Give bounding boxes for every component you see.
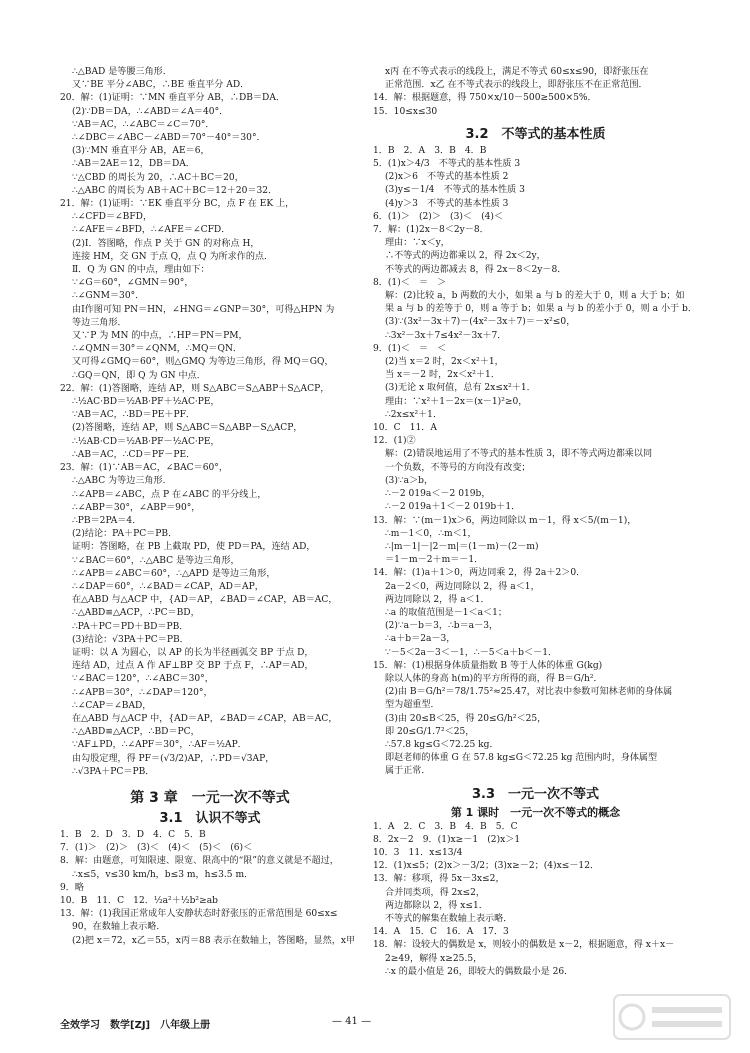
answer-line: 在△ABD 与△ACP 中，{AD＝AP，∠BAD＝∠CAP，AB＝AC， bbox=[72, 595, 338, 606]
lesson-title: 第 1 课时 一元一次不等式的概念 bbox=[450, 805, 621, 819]
answer-line: (3)∵MN 垂直平分 AB，AE＝6， bbox=[72, 146, 210, 157]
answer-line: 90，在数轴上表示略． bbox=[72, 922, 166, 933]
answer-line: 14．解：(1)a＋1＞0，两边同乘 2，得 2a＋2＞0． bbox=[373, 568, 586, 579]
answer-line: ∴PB＝2PA＝4． bbox=[72, 515, 142, 526]
answer-line: 正常范围．x乙 在不等式表示的线段上，即舒张压不在正常范围． bbox=[385, 80, 648, 91]
answer-line: 合并同类项，得 2x≤2， bbox=[385, 887, 485, 898]
page-number: — 41 — bbox=[332, 1016, 372, 1027]
answer-line: 10．C 11．A bbox=[373, 423, 437, 434]
answer-line: ∴AB＝AC，∴CD＝PF－PE． bbox=[72, 449, 196, 460]
answer-line: 21．解：(1)证明：∵EK 垂直平分 BC，点 F 在 EK 上， bbox=[60, 199, 295, 210]
chapter-title: 第 3 章 一元一次不等式 bbox=[130, 789, 290, 806]
answer-line: ∴GQ＝QN，即 Q 为 GN 中点． bbox=[72, 370, 206, 381]
section-3-1-answers bbox=[60, 829, 360, 948]
answer-line: 10．3 11．x≤13/4 bbox=[373, 847, 463, 858]
answer-line: 不等式的解集在数轴上表示略． bbox=[385, 913, 513, 924]
answer-line: 证明：以 A 为圆心，以 AP 的长为半径画弧交 BP 于点 D， bbox=[72, 647, 314, 658]
answer-line: 由勾股定理，得 PF＝(√3/2)AP，∴PD＝√3AP， bbox=[72, 753, 275, 764]
answer-line: 解：(2)比较 a，b 两数的大小，如果 a 与 b 的差大于 0，则 a 大于 b；如 bbox=[385, 291, 685, 302]
answer-line: 8．2x－2 9．(1)x≥－1 (2)x＞1 bbox=[373, 834, 521, 845]
answer-line: ∴△BAD 是等腰三角形． bbox=[72, 67, 172, 77]
answer-line: 证明：答图略，在 PB 上截取 PD，使 PD＝PA，连结 AD， bbox=[72, 542, 316, 553]
answer-line: x丙 在不等式表示的线段上，满足不等式 60≤x≤90，即舒张压在 bbox=[385, 67, 649, 77]
answer-line: 14．解：根据题意，得 750×x/10－500≥500×5%． bbox=[373, 93, 597, 104]
answer-line: ∴∠APB＝30°，∴∠DAP＝120°， bbox=[72, 687, 213, 698]
answer-line: (2)x＞6 不等式的基本性质 2 bbox=[385, 172, 509, 183]
answer-line: ∴a 的取值范围是－1＜a＜1； bbox=[385, 607, 508, 618]
answer-line: 13．解：(1)我国正常成年人安静状态时舒张压的正常范围是 60≤x≤ bbox=[60, 909, 338, 920]
answer-line: 两边都除以 2，得 x≤1． bbox=[385, 900, 488, 911]
answer-line: ∴x≤5，v≤30 km/h，b≤3 m，h≤3.5 m． bbox=[72, 869, 254, 880]
answer-line: ∴m－1＜0，∴m＜1， bbox=[385, 528, 477, 539]
section-3-1-answers-cont bbox=[373, 66, 698, 119]
answer-line: ∴∠APB＝∠ABC＝60°，∴△APD 是等边三角形， bbox=[72, 568, 276, 579]
page-footer bbox=[60, 1016, 700, 1031]
answer-line: 1．B 2．A 3．B 4．B bbox=[373, 145, 487, 156]
answer-line: ∴∠CFD＝∠BFD， bbox=[72, 212, 153, 223]
answer-line: 即赵老师的体重 G 在 57.8 kg≤G＜72.25 kg 范围内时，身体属型 bbox=[385, 753, 658, 764]
answer-line: 7．解：(1)2x－8＜2y－8． bbox=[373, 225, 489, 236]
answer-line: 果 a 与 b 的差等于 0，则 a 等于 b；如果 a 与 b 的差小于 0，则 a 小于 b． bbox=[385, 304, 697, 315]
answer-line: 12．(1)② bbox=[373, 436, 416, 447]
answer-line: ∴∠QMN＝30°＝∠QNM，∴MQ＝QN． bbox=[72, 344, 243, 355]
answer-line: 6．(1)＞ (2)＞ (3)＜ (4)＜ bbox=[373, 211, 504, 222]
answer-line: 18．解：设较大的偶数是 x，则较小的偶数是 x－2，根据题意，得 x＋x－ bbox=[373, 940, 675, 951]
answer-line: ∵∠G＝60°，∠GMN＝90°， bbox=[72, 278, 194, 289]
section-3-2-answers bbox=[373, 145, 698, 779]
answer-line: ∴－2 019a＋1＜－2 019b＋1． bbox=[385, 502, 521, 513]
book-info: 全效学习 数学[ZJ] 八年级上册 bbox=[60, 1020, 211, 1031]
answer-line: ∴不等式的两边都乘以 2，得 2x＜2y， bbox=[385, 251, 546, 262]
answer-line: ∴∠AFE＝∠BFD，∴∠AFE＝∠CFD． bbox=[72, 225, 231, 236]
answer-line: (2)把 x＝72，x乙＝55，x丙＝88 表示在数轴上，答图略，显然，x甲 bbox=[72, 935, 356, 946]
answer-line: ∴△ABC 为等边三角形． bbox=[72, 476, 172, 487]
answer-line: 又∵P 为 MN 的中点，∴HP＝PN＝PM， bbox=[72, 331, 248, 342]
answer-line: 2≥49，解得 x≥25.5， bbox=[385, 953, 483, 964]
answer-line: ∴△ABD≌△ACP，∴BD＝PC， bbox=[72, 727, 200, 738]
answer-line: 23．解：(1)∵AB＝AC，∠BAC＝60°， bbox=[60, 463, 228, 474]
answer-line: 当 x＝－2 时，2x＜x²＋1． bbox=[385, 370, 500, 381]
answer-line: ∴½AB·CD＝½AB·PF－½AC·PE， bbox=[72, 436, 220, 447]
answer-line: 5．(1)x＞4/3 不等式的基本性质 3 bbox=[373, 159, 521, 170]
answer-line: (2)结论：PA＋PC＝PB． bbox=[72, 529, 178, 540]
answer-line: 1．B 2．D 3．D 4．C 5．B bbox=[60, 829, 206, 840]
right-column bbox=[373, 66, 698, 979]
answer-line: 理由：∵x＜y， bbox=[385, 238, 450, 249]
answer-line: (2)由 B＝G/h²＝78/1.75²≈25.47，对比表中参数可知林老师的身体属 bbox=[385, 687, 673, 698]
answer-line: 由Ⅰ作图可知 PN＝HN，∠HNG＝∠GNP＝30°，可得△HPN 为 bbox=[72, 304, 335, 315]
answer-line: 又∵BE 平分∠ABC，∴BE 垂直平分 AD． bbox=[72, 80, 250, 91]
answer-line: 除以人体的身高 h(m)的平方所得的商，得 B＝G/h²． bbox=[385, 673, 603, 684]
answer-line: (4)y＞3 不等式的基本性质 3 bbox=[385, 198, 509, 209]
answer-line: ∴－2 019a＜－2 019b， bbox=[385, 489, 491, 500]
answer-line: 解：(2)错误地运用了不等式的基本性质 3，即不等式两边都乘以同 bbox=[385, 449, 653, 460]
section-3-3-answers bbox=[373, 821, 698, 979]
answer-line: 连结 AD，过点 A 作 AF⊥BP 交 BP 于点 F，∴AP＝AD， bbox=[72, 661, 314, 672]
section-title-3-2: 3.2 不等式的基本性质 bbox=[465, 126, 606, 142]
left-answers-block bbox=[60, 66, 360, 779]
answer-line: ∴57.8 kg≤G＜72.25 kg． bbox=[385, 739, 499, 750]
answer-line: (3)结论：√3PA＋PC＝PB． bbox=[72, 634, 189, 645]
answer-line: 9．(1)＜ ＝ ＜ bbox=[373, 343, 447, 354]
answer-line: 不等式的两边都减去 8，得 2x－8＜2y－8． bbox=[385, 264, 567, 275]
answer-line: 20．解：(1)证明：∵MN 垂直平分 AB，∴DB＝DA． bbox=[60, 93, 285, 104]
answer-line: (3)无论 x 取何值，总有 2x≤x²＋1． bbox=[385, 383, 536, 394]
answer-line: ∴∠DAP＝60°，∴∠BAD＝∠CAP，AD＝AP， bbox=[72, 581, 264, 592]
answer-line: ∴∠ABP＝30°，∠ABP＝90°， bbox=[72, 502, 201, 513]
answer-line: (2)Ⅰ．答图略，作点 P 关于 GN 的对称点 H， bbox=[72, 238, 260, 249]
answer-line: ∴PA＋PC＝PD＋BD＝PB． bbox=[72, 621, 189, 632]
answer-line: ∴∠GNM＝30°． bbox=[72, 291, 145, 302]
answer-line: 7．(1)＞ (2)＞ (3)＜ (4)＜ (5)＜ (6)＜ bbox=[60, 843, 253, 854]
answer-line: (3)∵(3x²－3x＋7)－(4x²－3x＋7)＝－x²≤0， bbox=[385, 317, 576, 328]
watermark-logo bbox=[612, 991, 732, 1043]
answer-line: 即 20≤G/1.7²＜25， bbox=[385, 726, 475, 737]
answer-line: ∴½AC·BD＝½AB·PF＋½AC·PE， bbox=[72, 397, 220, 408]
answer-line: 8．解：由题意，可知限速、限宽、限高中的“限”的意义就是不超过， bbox=[60, 856, 339, 867]
answer-line: 22．解：(1)答图略，连结 AP，则 S△ABC＝S△ABP＋S△ACP， bbox=[60, 383, 330, 394]
answer-line: 2a－2＜0，两边同除以 2，得 a＜1， bbox=[385, 581, 540, 592]
answer-line: ∴|m－1|－|2－m|＝(1－m)－(2－m) bbox=[385, 541, 539, 552]
answer-line: ∵AF⊥PD，∴∠APF＝30°，∴AF＝½AP． bbox=[72, 740, 247, 751]
answer-line: 属于正常． bbox=[385, 766, 431, 777]
answer-line: ∵AB＝AC，∴BD＝PE＋PF． bbox=[72, 410, 195, 421]
answer-line: ∵AB＝AC，∴∠ABC＝∠C＝70°． bbox=[72, 119, 215, 130]
answer-line: 一个负数，不等号的方向没有改变； bbox=[385, 462, 531, 473]
answer-line: ∴∠DBC＝∠ABC－∠ABD＝70°－40°＝30°． bbox=[72, 133, 266, 144]
answer-line: 15．10≤x≤30 bbox=[373, 106, 438, 117]
answer-line: ∵－5＜2a－3＜－1，∴－5＜a＋b＜－1． bbox=[385, 647, 558, 658]
answer-line: 13．解：∵(m－1)x＞6，两边同除以 m－1，得 x＜5/(m－1)， bbox=[373, 515, 637, 526]
section-title-3-3: 3.3 一元一次不等式 bbox=[471, 786, 600, 802]
answer-line: 又可得∠GMQ＝60°，则△GMQ 为等边三角形，得 MQ＝GQ， bbox=[72, 357, 334, 368]
answer-line: ∴a＋b＝2a－3， bbox=[385, 634, 456, 645]
answer-line: (2)当 x＝2 时，2x＜x²＋1， bbox=[385, 357, 504, 368]
answer-line: ∵∠BAC＝60°，∴△ABC 是等边三角形， bbox=[72, 555, 240, 566]
answer-line: (2)∵DB＝DA，∴∠ABD＝∠A＝40°． bbox=[72, 106, 229, 117]
answer-line: 8．(1)＜ ＝ ＞ bbox=[373, 277, 447, 288]
answer-line: ∴△ABC 的周长为 AB＋AC＋BC＝12＋20＝32． bbox=[72, 185, 278, 196]
answer-line: 10．B 11．C 12．½a²＋½b²≥ab bbox=[60, 895, 218, 906]
answer-line: ＝1－m－2＋m＝－1． bbox=[385, 555, 484, 566]
answer-line: (2)答图略，连结 AP，则 S△ABC＝S△ABP－S△ACP， bbox=[72, 423, 303, 434]
answer-line: 13．解：移项，得 5x－3x≤2， bbox=[373, 874, 505, 885]
answer-line: ∴AB＝2AE＝12，DB＝DA． bbox=[72, 159, 195, 170]
answer-line: 型为超重型． bbox=[385, 700, 440, 711]
answer-line: 9．略 bbox=[60, 882, 84, 893]
answer-line: ∴3x²－3x＋7≤4x²－3x＋7． bbox=[385, 330, 507, 341]
answer-line: 在△ABD 与△ACP 中，{AD＝AP，∠BAD＝∠CAP，AB＝AC， bbox=[72, 713, 338, 724]
answer-line: ∵△CBD 的周长为 20，∴AC＋BC＝20， bbox=[72, 172, 244, 183]
answer-line: ∴√3PA＋PC＝PB． bbox=[72, 766, 155, 777]
answer-line: 等边三角形． bbox=[72, 317, 127, 328]
answer-line: 15．解：(1)根据身体质量指数 B 等于人体的体重 G(kg) bbox=[373, 660, 603, 671]
answer-line: (2)∵a－b＝3，∴b＝a－3， bbox=[385, 621, 499, 632]
answer-line: 两边同除以 2，得 a＜1． bbox=[385, 594, 490, 605]
answer-line: ∴2x≤x²＋1． bbox=[385, 409, 443, 420]
answer-line: ∴△ABD≌△ACP，∴PC＝BD， bbox=[72, 608, 200, 619]
answer-line: (3)y≤－1/4 不等式的基本性质 3 bbox=[385, 185, 525, 196]
answer-line: 14．A 15．C 16．A 17．3 bbox=[373, 927, 509, 938]
answer-line: 1．A 2．C 3．B 4．B 5．C bbox=[373, 821, 518, 832]
answer-line: ∵∠BAC＝120°，∴∠ABC＝30°， bbox=[72, 674, 214, 685]
answer-line: 连接 HM，交 GN 于点 Q，点 Q 为所求作的点． bbox=[72, 251, 274, 262]
section-title-3-1: 3.1 认识不等式 bbox=[159, 810, 261, 826]
answer-line: ∴∠CAP＝∠BAD， bbox=[72, 700, 152, 711]
answer-line: Ⅱ．Q 为 GN 的中点，理由如下： bbox=[72, 265, 210, 276]
answer-line: (3)由 20≤B＜25，得 20≤G/h²＜25， bbox=[385, 713, 547, 724]
answer-line: 12．(1)x≤5；(2)x＞－3/2；(3)x≥－2；(4)x≤－12． bbox=[373, 861, 600, 872]
answer-line: 理由：∵x²＋1－2x＝(x－1)²≥0， bbox=[385, 396, 528, 407]
left-column bbox=[60, 66, 360, 948]
answer-line: ∴∠APB＝∠ABC，点 P 在∠ABC 的平分线上， bbox=[72, 489, 267, 500]
answer-line: (3)∵a＞b， bbox=[385, 475, 434, 486]
answer-line: ∴x 的最小值是 26，即较大的偶数最小是 26． bbox=[385, 966, 574, 977]
